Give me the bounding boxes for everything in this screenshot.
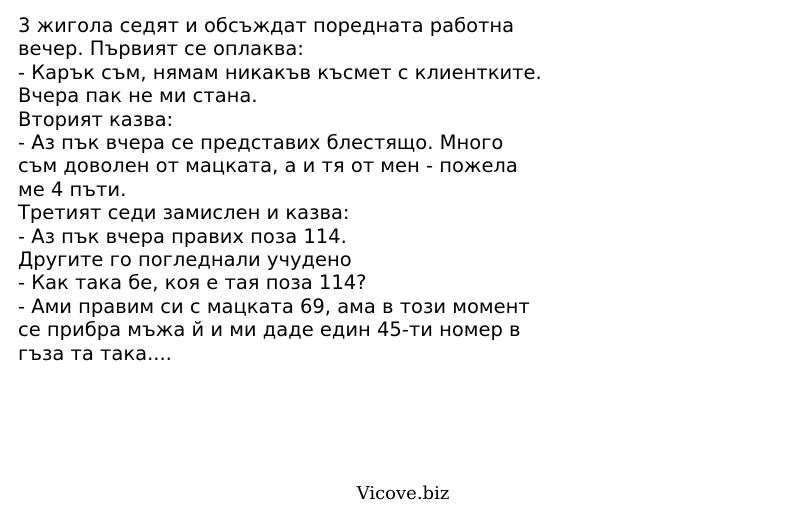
joke-line: съм доволен от мацката, а и тя от мен - пожела [18,154,518,178]
site-watermark: Vicove.biz [356,483,450,504]
joke-line: - Как така бе, коя е тая поза 114? [18,271,367,295]
joke-line: - Ами правим си с мацката 69, ама в този момент [18,294,530,318]
joke-text [18,14,788,365]
joke-line: Третият седи замислен и казва: [18,201,350,225]
joke-line: 3 жигола седят и обсъждат поредната работна [18,14,515,37]
joke-line: Вторият казва: [18,107,174,131]
joke-line: Вчера пак не ми стана. [18,84,258,108]
joke-line: Другите го погледнали учудено [18,248,352,272]
joke-line: вечер. Първият се оплаква: [18,37,304,61]
joke-line: ме 4 пъти. [18,177,127,201]
joke-line: - Карък съм, нямам никакъв късмет с клиентките. [18,60,542,84]
joke-line: - Аз пък вчера правих поза 114. [18,224,347,248]
joke-line: гъза та така.... [18,341,172,365]
joke-line: - Аз пък вчера се представих блестящо. Много [18,131,504,155]
joke-line: се прибра мъжа й и ми даде един 45-ти номер в [18,318,521,342]
